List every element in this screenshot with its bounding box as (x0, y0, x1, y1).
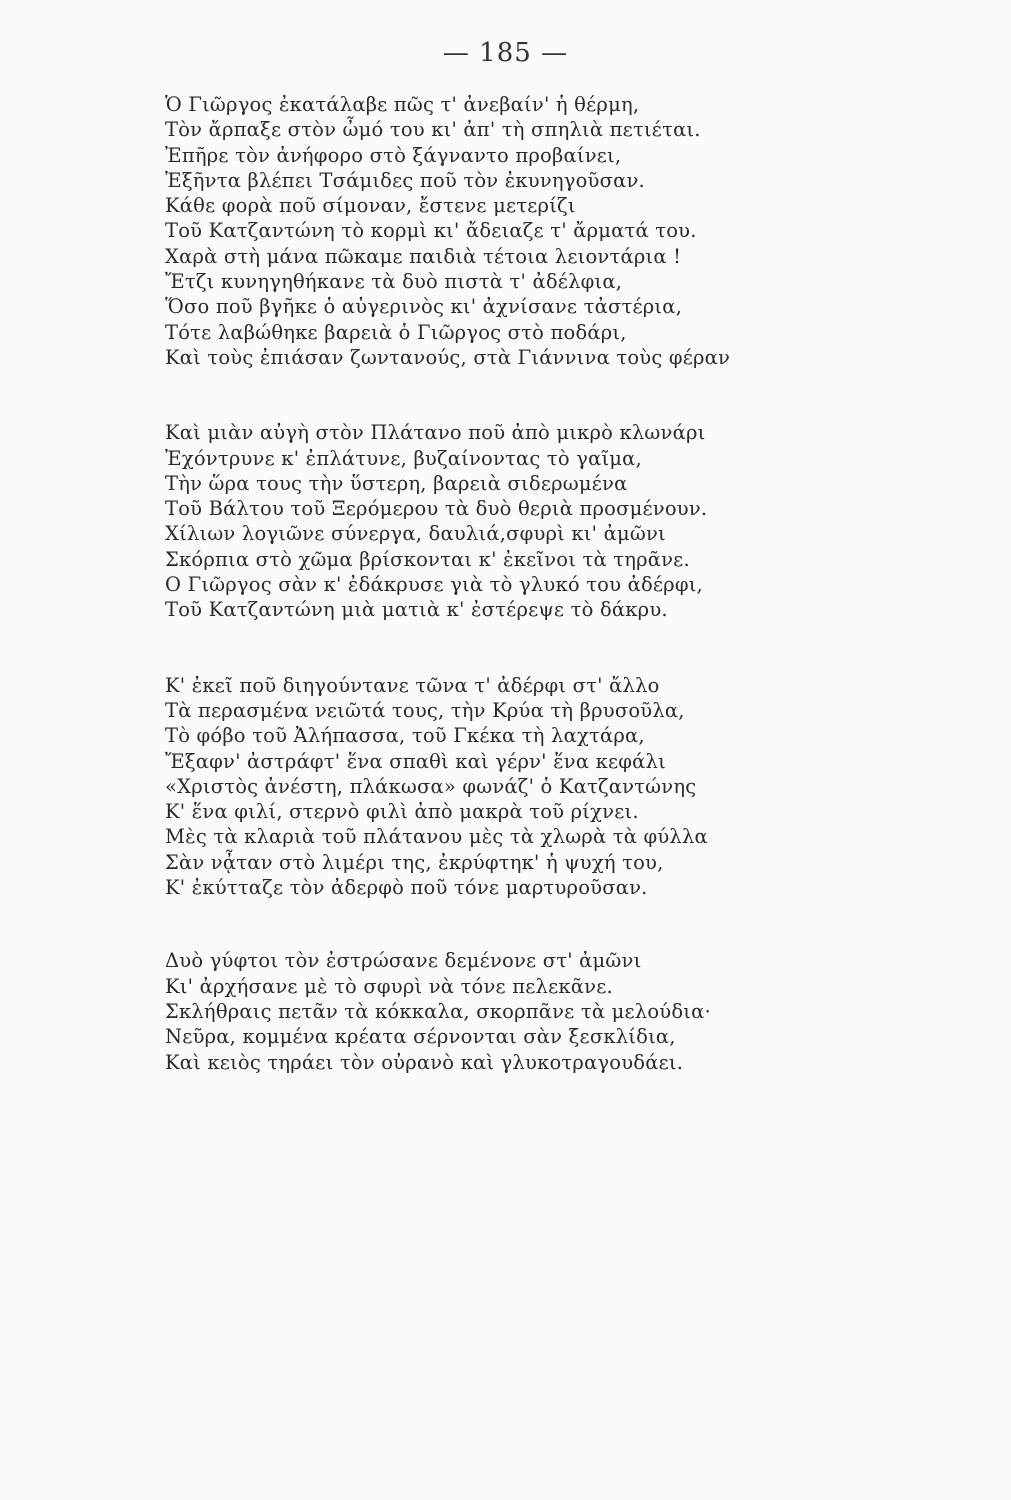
poem-line: Χίλιων λογιῶνε σύνεργα, δαυλιά,σφυρὶ κι' ἀμῶνι (165, 522, 666, 546)
poem-line: Τὸν ἄρπαξε στὸν ὦμό του κι' ἀπ' τὴ σπηλιὰ πετιέται. (165, 118, 701, 142)
poem-line: Τοῦ Κατζαντώνη τὸ κορμὶ κι' ἄδειαζε τ' ἄρματά του. (165, 219, 697, 243)
stanza-break (165, 623, 985, 673)
poem-text (165, 92, 985, 1075)
poem-line: Τὸ φόβο τοῦ Ἀλήπασσα, τοῦ Γκέκα τὴ λαχτάρα, (165, 724, 645, 748)
stanza-4 (165, 948, 985, 1074)
stanza-break (165, 370, 985, 420)
poem-line: Σκλήθραις πετᾶν τὰ κόκκαλα, σκορπᾶνε τὰ μελούδια· (165, 999, 711, 1023)
poem-line: Καὶ κειὸς τηράει τὸν οὐρανὸ καὶ γλυκοτραγουδάει. (165, 1050, 684, 1074)
poem-line: Σκόρπια στὸ χῶμα βρίσκονται κ' ἐκεῖνοι τὰ τηρᾶνε. (165, 547, 690, 571)
poem-line: Κ' ἐκύτταζε τὸν ἀδερφὸ ποῦ τόνε μαρτυροῦσαν. (165, 876, 648, 900)
poem-line: Ἔξαφν' ἀστράφτ' ἕνα σπαθὶ καὶ γέρν' ἕνα κεφάλι (165, 749, 666, 773)
stanza-2 (165, 420, 985, 622)
stanza-3 (165, 673, 985, 901)
poem-line: Κι' ἀρχήσανε μὲ τὸ σφυρὶ νὰ τόνε πελεκᾶνε. (165, 974, 613, 998)
poem-line: Ἔτζι κυνηγηθήκανε τὰ δυὸ πιστὰ τ' ἀδέλφια, (165, 270, 623, 294)
poem-line: Καὶ τοὺς ἐπιάσαν ζωντανούς, στὰ Γιάννινα τοὺς φέραν (165, 345, 731, 369)
poem-line: Σὰν νᾆταν στὸ λιμέρι της, ἐκρύφτηκ' ἡ ψυχή του, (165, 850, 664, 874)
stanza-1 (165, 92, 985, 370)
poem-line: Τὰ περασμένα νειῶτά τους, τὴν Κρύα τὴ βρυσοῦλα, (165, 698, 685, 722)
poem-line: Ὅσο ποῦ βγῆκε ὁ αὐγερινὸς κι' ἀχνίσανε τἀστέρια, (165, 295, 683, 319)
poem-line: Ἐξῆντα βλέπει Τσάμιδες ποῦ τὸν ἐκυνηγοῦσαν. (165, 168, 645, 192)
poem-line: Ἐπῆρε τὸν ἀνήφορο στὸ ξάγναντο προβαίνει, (165, 143, 622, 167)
poem-line: Τότε λαβώθηκε βαρειὰ ὁ Γιῶργος στὸ ποδάρι, (165, 320, 627, 344)
poem-line: Ο Γιῶργος σὰν κ' ἐδάκρυσε γιὰ τὸ γλυκό του ἀδέρφι, (165, 573, 703, 597)
poem-line: «Χριστὸς ἀνέστη, πλάκωσα» φωνάζ' ὁ Κατζαντώνης (165, 774, 697, 798)
poem-line: Κάθε φορὰ ποῦ σίμοναν, ἔστενε μετερίζι (165, 194, 576, 218)
poem-line: Μὲς τὰ κλαριὰ τοῦ πλάτανου μὲς τὰ χλωρὰ τὰ φύλλα (165, 825, 708, 849)
poem-line: Καὶ μιὰν αὐγὴ στὸν Πλάτανο ποῦ ἀπὸ μικρὸ κλωνάρι (165, 421, 706, 445)
poem-line: Χαρὰ στὴ μάνα πῶκαμε παιδιὰ τέτοια λειοντάρια ! (165, 244, 682, 268)
poem-line: Τοῦ Βάλτου τοῦ Ξερόμερου τὰ δυὸ θεριὰ προσμένουν. (165, 497, 708, 521)
poem-line: Κ' ἐκεῖ ποῦ διηγούντανε τῶνα τ' ἀδέρφι στ' ἄλλο (165, 673, 660, 697)
page-number: — 185 — (442, 38, 569, 68)
poem-line: Νεῦρα, κομμένα κρέατα σέρνονται σὰν ξεσκλίδια, (165, 1025, 676, 1049)
poem-line: Τὴν ὥρα τους τὴν ὕστερη, βαρειὰ σιδερωμένα (165, 471, 628, 495)
poem-line: Κ' ἕνα φιλί, στερνὸ φιλὶ ἀπὸ μακρὰ τοῦ ρίχνει. (165, 800, 639, 824)
stanza-break (165, 900, 985, 948)
poem-line: Ἐχόντρυνε κ' ἐπλάτυνε, βυζαίνοντας τὸ γαῖμα, (165, 446, 642, 470)
poem-line: Δυὸ γύφτοι τὸν ἐστρώσανε δεμένονε στ' ἀμῶνι (165, 949, 642, 973)
poem-line: Ὁ Γιῶργος ἐκατάλαβε πῶς τ' ἀνεβαίν' ἡ θέρμη, (165, 93, 640, 116)
poem-line: Τοῦ Κατζαντώνη μιὰ ματιὰ κ' ἐστέρεψε τὸ δάκρυ. (165, 598, 668, 622)
